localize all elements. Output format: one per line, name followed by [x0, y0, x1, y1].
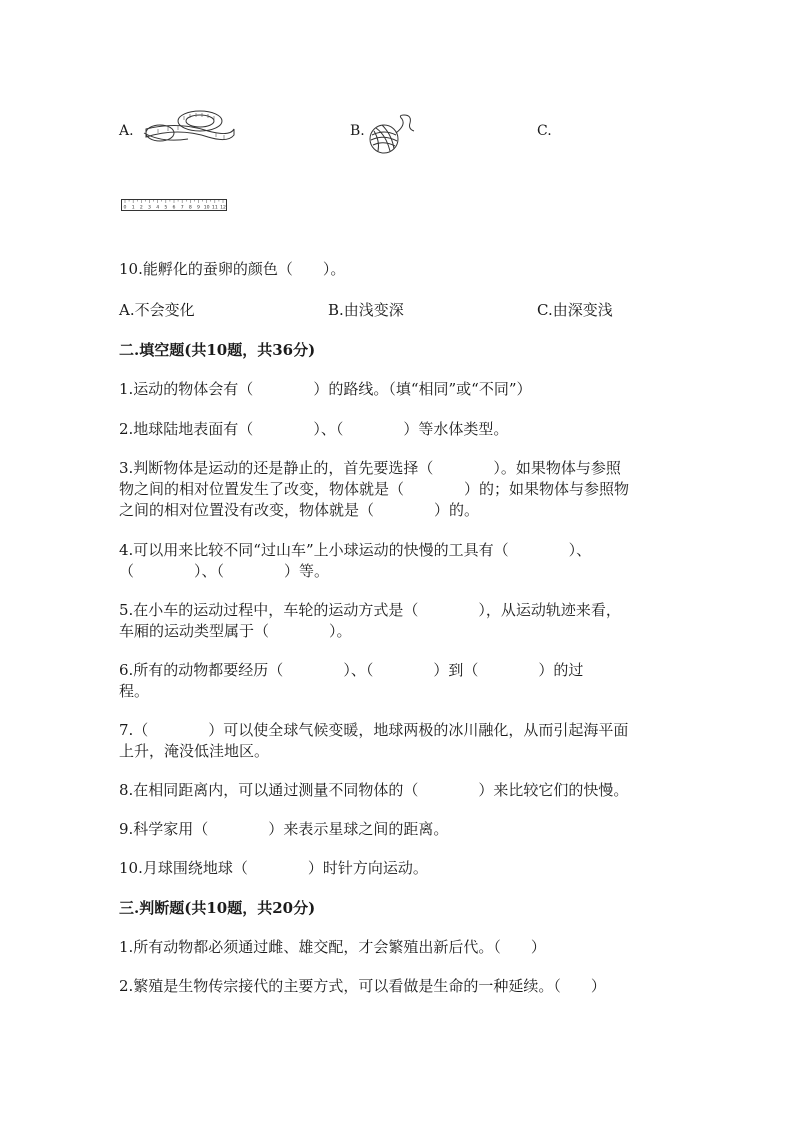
fill-item-3-line-2: 物之间的相对位置发生了改变，物体就是（ ）的；如果物体与参照物 [119, 480, 630, 498]
q9-option-a-label: A. [119, 123, 134, 139]
section-3-title: 三.判断题(共10题，共20分) [119, 899, 316, 917]
fill-item-7-line-2: 上升，淹没低洼地区。 [119, 742, 270, 760]
section-2-title: 二.填空题(共10题，共36分) [119, 341, 316, 359]
fill-item-5-line-1: 5.在小车的运动过程中，车轮的运动方式是（ ），从运动轨迹来看， [119, 601, 621, 619]
tape-measure-icon [138, 107, 238, 149]
ruler-label: 11 [211, 205, 218, 211]
q10-option-a: A.不会变化 [119, 301, 195, 319]
fill-item-7-line-1: 7.（ ）可以使全球气候变暖，地球两极的冰川融化，从而引起海平面 [119, 721, 629, 739]
fill-item-10: 10.月球围绕地球（ ）时针方向运动。 [119, 859, 428, 877]
fill-item-3-line-3: 之间的相对位置没有改变，物体就是（ ）的。 [119, 501, 480, 519]
judge-item-1: 1.所有动物都必须通过雌、雄交配，才会繁殖出新后代。（ ） [119, 938, 546, 956]
q10-option-b: B.由浅变深 [328, 301, 404, 319]
ruler-label: 8 [188, 205, 192, 211]
fill-item-4-line-2: （ ）、（ ）等。 [119, 562, 330, 580]
fill-item-9: 9.科学家用（ ）来表示星球之间的距离。 [119, 820, 449, 838]
ruler-label: 5 [164, 205, 168, 211]
yarn-ball-icon [366, 113, 418, 157]
fill-item-3-line-1: 3.判断物体是运动的还是静止的，首先要选择（ ）。如果物体与参照 [119, 459, 621, 477]
judge-item-2: 2.繁殖是生物传宗接代的主要方式，可以看做是生命的一种延续。（ ） [119, 977, 606, 995]
fill-item-6-line-2: 程。 [119, 682, 150, 700]
ruler-label: 6 [172, 205, 176, 211]
fill-item-2: 2.地球陆地表面有（ ）、（ ）等水体类型。 [119, 420, 509, 438]
ruler-label: 2 [139, 205, 143, 211]
fill-item-5-line-2: 车厢的运动类型属于（ ）。 [119, 622, 352, 640]
ruler-icon [121, 199, 227, 211]
ruler-label: 9 [197, 205, 200, 211]
fill-item-8: 8.在相同距离内，可以通过测量不同物体的（ ）来比较它们的快慢。 [119, 781, 629, 799]
ruler-label: 4 [156, 205, 160, 211]
ruler-label: 1 [131, 205, 135, 211]
fill-item-1: 1.运动的物体会有（ ）的路线。（填“相同”或“不同”） [119, 380, 532, 398]
q10-question: 10.能孵化的蚕卵的颜色（ ）。 [119, 260, 346, 278]
q10-option-c: C.由深变浅 [537, 301, 613, 319]
fill-item-4-line-1: 4.可以用来比较不同“过山车”上小球运动的快慢的工具有（ ）、 [119, 541, 592, 559]
q9-option-c-label: C. [537, 123, 552, 139]
q9-option-b-label: B. [350, 123, 365, 139]
ruler-label: 7 [180, 205, 184, 211]
fill-item-6-line-1: 6.所有的动物都要经历（ ）、（ ）到（ ）的过 [119, 661, 584, 679]
ruler-label: 3 [148, 205, 151, 211]
ruler-label: 10 [203, 205, 210, 211]
ruler-label: 0 [123, 205, 127, 211]
ruler-label: 12 [220, 205, 226, 211]
